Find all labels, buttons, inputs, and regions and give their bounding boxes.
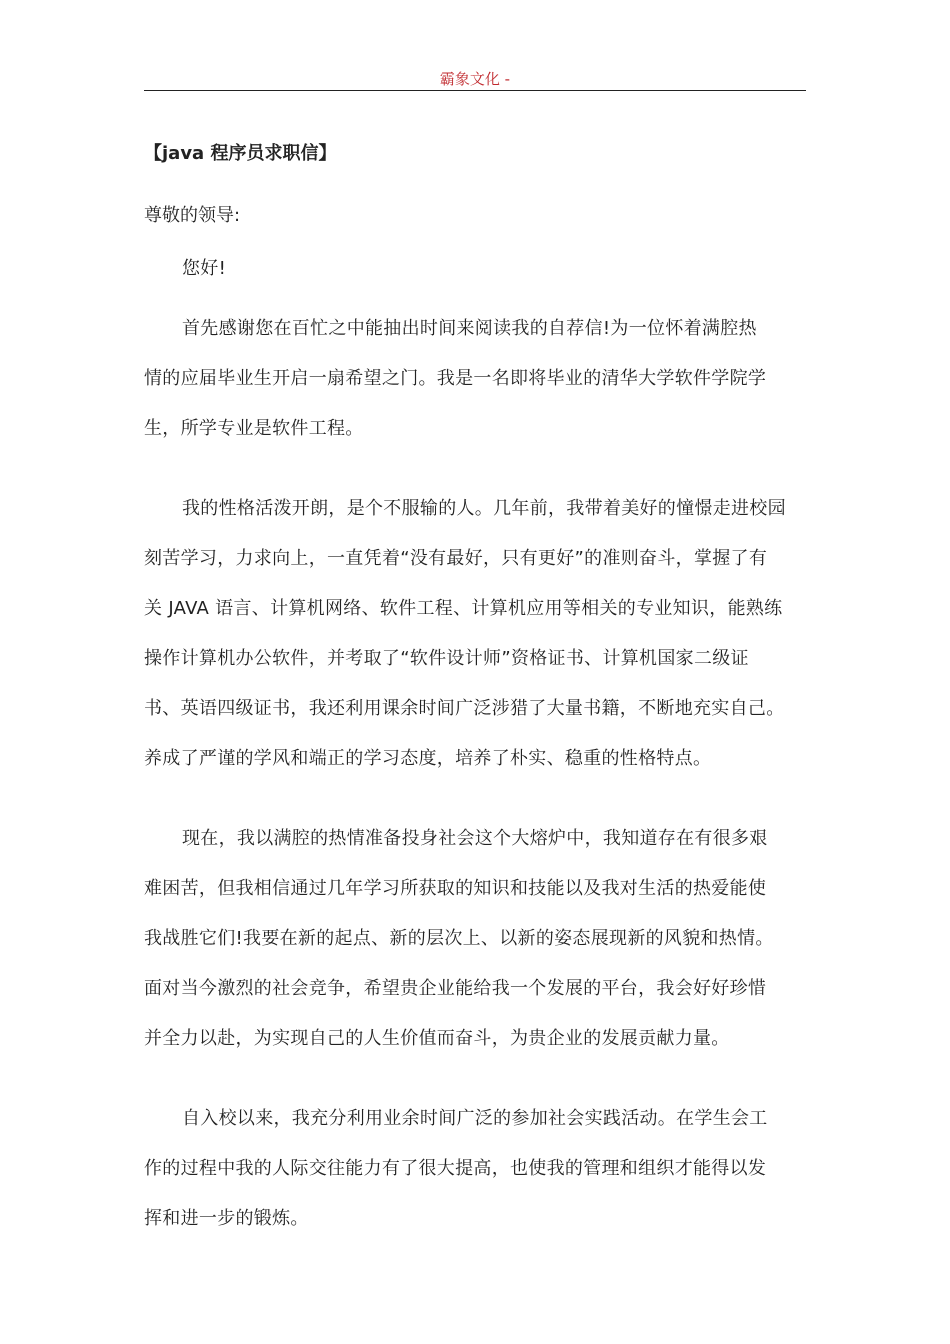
paragraph-line: 操作计算机办公软件，并考取了“软件设计师”资格证书、计算机国家二级证: [144, 648, 749, 669]
paragraph-line: 生，所学专业是软件工程。: [144, 418, 364, 439]
paragraph-line: 挥和进一步的锻炼。: [144, 1208, 309, 1229]
paragraph-line: 难困苦，但我相信通过几年学习所获取的知识和技能以及我对生活的热爱能使: [144, 878, 767, 899]
paragraph-line: 作的过程中我的人际交往能力有了很大提高，也使我的管理和组织才能得以发: [144, 1158, 767, 1179]
paragraph-aspiration: [144, 814, 799, 1064]
paragraph-line: 面对当今激烈的社会竞争，希望贵企业能给我一个发展的平台，我会好好珍惜: [144, 978, 767, 999]
paragraph-personality: [144, 484, 799, 784]
letter-title: 【java 程序员求职信】: [144, 143, 337, 164]
paragraph-activities: [144, 1094, 799, 1244]
greeting: 您好!: [182, 258, 227, 279]
letter-body: [144, 138, 799, 1244]
paragraph-line: 首先感谢您在百忙之中能抽出时间来阅读我的自荐信!为一位怀着满腔热: [182, 318, 757, 339]
paragraph-line: 现在，我以满腔的热情准备投身社会这个大熔炉中，我知道存在有很多艰: [182, 828, 768, 849]
header-divider: [144, 90, 806, 91]
paragraph-line: 并全力以赴，为实现自己的人生价值而奋斗，为贵企业的发展贡献力量。: [144, 1028, 730, 1049]
paragraph-line: 我战胜它们!我要在新的起点、新的层次上、以新的姿态展现新的风貌和热情。: [144, 928, 774, 949]
paragraph-line: 养成了严谨的学风和端正的学习态度，培养了朴实、稳重的性格特点。: [144, 748, 712, 769]
paragraph-intro: [144, 304, 799, 454]
salutation: 尊敬的领导:: [144, 205, 241, 226]
paragraph-line: 刻苦学习，力求向上，一直凭着“没有最好，只有更好”的准则奋斗，掌握了有: [144, 548, 768, 569]
paragraph-line: 情的应届毕业生开启一扇希望之门。我是一名即将毕业的清华大学软件学院学: [144, 368, 767, 389]
page-header: 霸象文化 -: [439, 70, 511, 88]
paragraph-line: 书、英语四级证书，我还利用课余时间广泛涉猎了大量书籍，不断地充实自己。: [144, 698, 785, 719]
paragraph-line: 关 JAVA 语言、计算机网络、软件工程、计算机应用等相关的专业知识，能熟练: [144, 598, 783, 619]
paragraph-line: 我的性格活泼开朗，是个不服输的人。几年前，我带着美好的憧憬走进校园: [182, 498, 786, 519]
paragraph-line: 自入校以来，我充分利用业余时间广泛的参加社会实践活动。在学生会工: [182, 1108, 768, 1129]
